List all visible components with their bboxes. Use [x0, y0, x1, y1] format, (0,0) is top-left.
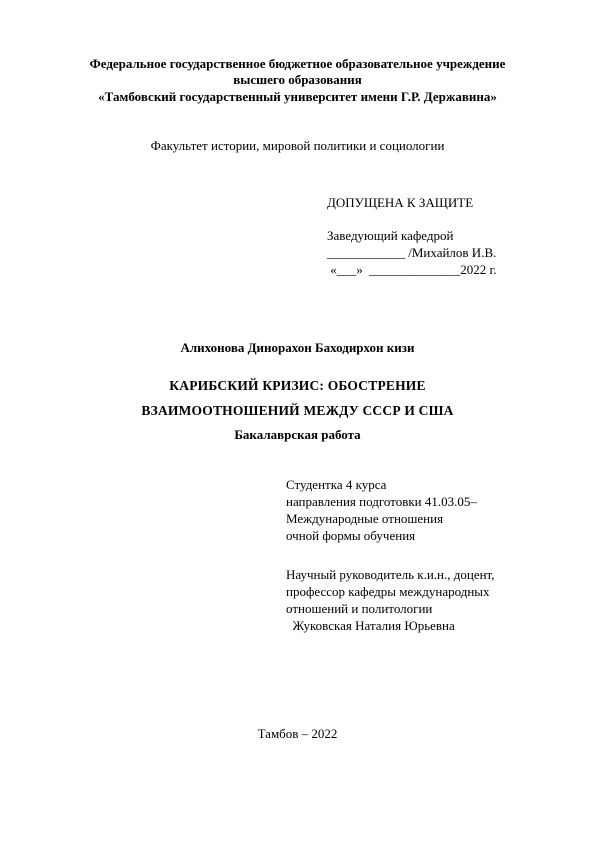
institution-line-3: «Тамбовский государственный университет имени Г.Р. Державина»	[98, 89, 497, 104]
student-line-3: Международные отношения	[286, 511, 444, 526]
supervisor-line-1: Научный руководитель к.и.н., доцент,	[286, 567, 495, 582]
supervisor-name: Жуковская Наталия Юрьевна	[286, 618, 455, 633]
supervisor-line-3: отношений и политологии	[286, 601, 433, 616]
institution-line-1: Федеральное государственное бюджетное образовательное учреждение	[89, 56, 506, 71]
work-type: Бакалаврская работа	[234, 427, 361, 442]
thesis-title-line-2: ВЗАИМООТНОШЕНИЙ МЕЖДУ СССР И США	[141, 403, 454, 418]
approval-date: «___» ______________2022 г.	[327, 262, 497, 277]
approval-signature: ____________ /Михайлов И.В.	[327, 245, 497, 260]
approval-position: Заведующий кафедрой	[327, 228, 454, 243]
student-line-2: направления подготовки 41.03.05–	[286, 494, 477, 509]
city-year: Тамбов – 2022	[257, 726, 338, 741]
student-line-4: очной формы обучения	[286, 528, 416, 543]
thesis-title-line-1: КАРИБСКИЙ КРИЗИС: ОБОСТРЕНИЕ	[169, 378, 426, 393]
author-name: Алихонова Динорахон Баходирхон кизи	[180, 340, 415, 355]
student-line-1: Студентка 4 курса	[286, 477, 387, 492]
supervisor-line-2: профессор кафедры международных	[286, 584, 490, 599]
approval-heading: ДОПУЩЕНА К ЗАЩИТЕ	[327, 195, 474, 210]
institution-line-2: высшего образования	[233, 72, 362, 87]
faculty-name: Факультет истории, мировой политики и социологии	[150, 138, 445, 153]
